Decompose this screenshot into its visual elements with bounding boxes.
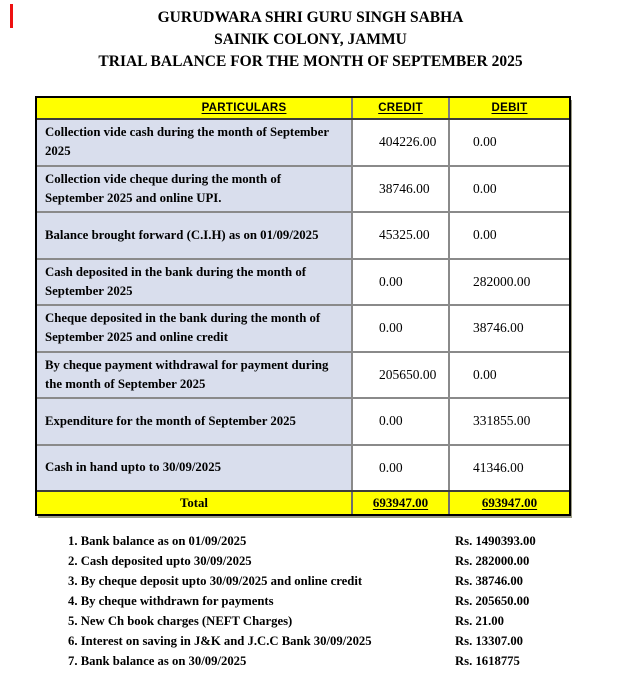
table-row: [37, 446, 569, 491]
cell-credit: 0.00: [353, 260, 450, 305]
table-row: [37, 120, 569, 167]
cell-debit: 282000.00: [473, 273, 531, 289]
document-title-block: [0, 7, 621, 73]
cell-credit: 45325.00: [353, 213, 450, 258]
note-label: 7. Bank balance as on 30/09/2025: [68, 653, 247, 668]
table-body: [37, 120, 569, 490]
list-item: [68, 631, 578, 651]
total-credit: 693947.00: [353, 492, 450, 514]
cell-debit: 38746.00: [473, 320, 524, 336]
note-amount: Rs. 282000.00: [455, 554, 530, 569]
cell-credit: 205650.00: [353, 353, 450, 398]
cell-particulars: Balance brought forward (C.I.H) as on 01/09/2025: [37, 213, 353, 258]
cell-debit: 41346.00: [473, 459, 524, 475]
note-amount: Rs. 1618775: [455, 653, 520, 668]
table-row: [37, 167, 569, 214]
header-credit: CREDIT: [353, 98, 450, 118]
cell-particulars: Cash deposited in the bank during the month of September 2025: [37, 260, 353, 305]
note-label: 6. Interest on saving in J&K and J.C.C Bank 30/09/2025: [68, 633, 372, 648]
table-row: [37, 399, 569, 446]
note-label: 5. New Ch book charges (NEFT Charges): [68, 614, 293, 628]
cell-debit: 0.00: [473, 227, 497, 243]
header-debit: DEBIT: [491, 102, 528, 114]
cell-debit: 331855.00: [473, 413, 531, 429]
cell-credit: 404226.00: [353, 120, 450, 165]
cell-credit: 0.00: [353, 399, 450, 444]
note-label: 1. Bank balance as on 01/09/2025: [68, 534, 247, 549]
list-item: [68, 592, 578, 612]
cell-credit: 0.00: [353, 446, 450, 491]
note-label: 2. Cash deposited upto 30/09/2025: [68, 554, 252, 569]
table-row: [37, 213, 569, 260]
note-amount: Rs. 38746.00: [455, 574, 524, 589]
note-amount: Rs. 205650.00: [455, 594, 530, 609]
header-particulars: PARTICULARS: [37, 98, 353, 118]
cell-particulars: By cheque payment withdrawal for payment during the month of September 2025: [37, 353, 353, 398]
cell-debit: 0.00: [473, 366, 497, 382]
table-row: [37, 306, 569, 353]
table-row: [37, 260, 569, 307]
cell-credit: 0.00: [353, 306, 450, 351]
list-item: [68, 572, 578, 592]
list-item: [68, 532, 578, 552]
list-item: [68, 651, 578, 671]
cell-particulars: Cash in hand upto to 30/09/2025: [37, 446, 353, 491]
note-amount: Rs. 13307.00: [455, 633, 524, 648]
total-label: Total: [37, 492, 353, 514]
report-title: TRIAL BALANCE FOR THE MONTH OF SEPTEMBER 2025: [98, 53, 523, 70]
table-row: [37, 353, 569, 400]
note-label: 3. By cheque deposit upto 30/09/2025 and online credit: [68, 574, 363, 589]
cell-particulars: Collection vide cheque during the month of September 2025 and online UPI.: [37, 167, 353, 212]
cell-particulars: Collection vide cash during the month of September 2025: [37, 120, 353, 165]
org-name: GURUDWARA SHRI GURU SINGH SABHA: [157, 9, 464, 26]
org-address: SAINIK COLONY, JAMMU: [214, 31, 407, 48]
total-debit: 693947.00: [481, 495, 538, 510]
cell-debit: 0.00: [473, 180, 497, 196]
cell-debit: 0.00: [473, 134, 497, 150]
table-header-row: [37, 98, 569, 120]
cell-particulars: Expenditure for the month of September 2025: [37, 399, 353, 444]
list-item: [68, 612, 578, 632]
notes-list: [68, 532, 578, 671]
cell-credit: 38746.00: [353, 167, 450, 212]
trial-balance-table: [35, 96, 571, 516]
note-amount: Rs. 21.00: [455, 614, 504, 628]
note-label: 4. By cheque withdrawn for payments: [68, 594, 274, 609]
note-amount: Rs. 1490393.00: [455, 534, 536, 549]
table-total-row: [37, 490, 569, 514]
cell-particulars: Cheque deposited in the bank during the month of September 2025 and online credit: [37, 306, 353, 351]
list-item: [68, 552, 578, 572]
